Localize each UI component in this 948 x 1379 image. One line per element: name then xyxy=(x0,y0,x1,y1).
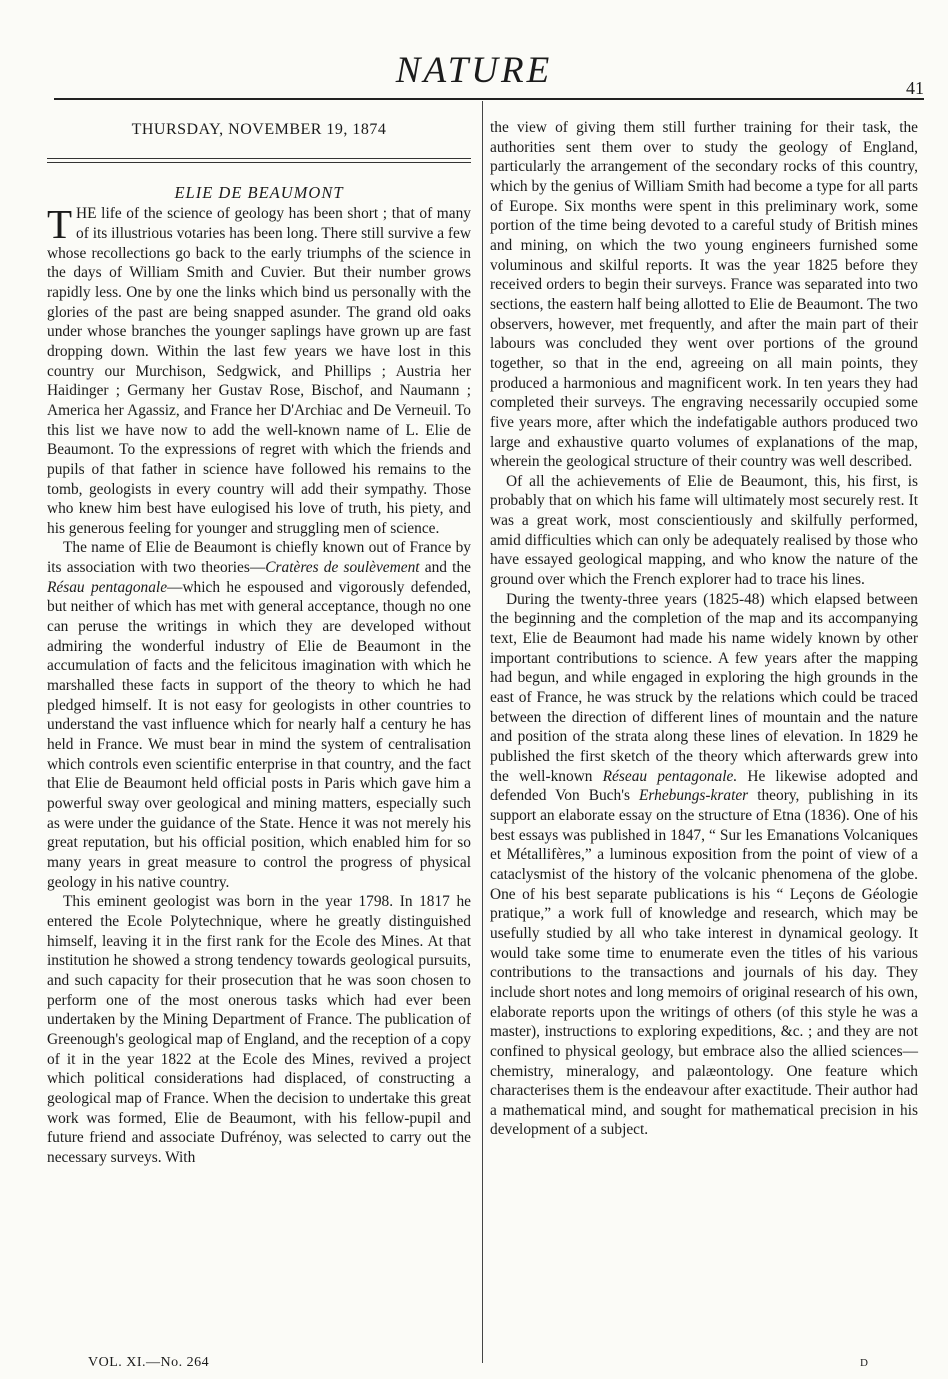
term-crateres: Cratères de soulèvement xyxy=(265,559,420,577)
paragraph-2-text-b: and the xyxy=(419,559,471,577)
left-column xyxy=(47,116,471,1167)
paragraph-2 xyxy=(47,538,471,892)
term-resau: Résau pentagonale xyxy=(47,578,168,596)
right-column xyxy=(490,118,918,1140)
issue-date: THURSDAY, NOVEMBER 19, 1874 xyxy=(131,121,387,138)
paragraph-2-text-a: The name of Elie de Beaumont is chiefly known out of France by its association with two theories— xyxy=(47,539,471,577)
paragraph-2-text-c: —which he espoused and vigorously defended, but neither of which has met with general acceptance, though no one can peruse the writings in which they are developed without admiring the wonderful industry of Elie de Beaumont in the accumulation of facts and the felicitous imagination with which he marshalled these facts in support of the theory to which he had pledged himself. It is not easy for geologists in other countries to understand the vast influence which for nearly half a century he has held in France. We must bear in mind the system of centralisation which controls even scientific enterprise in that country, and the fact that Elie de Beaumont held official posts in Paris which gave him a powerful sway over geological and mining matters, especially such as were under the guidance of the State. Hence it was not merely his great reputation, but his official position, which enabled him for so many years in great measure to control the progress of physical geology in his native country. xyxy=(47,578,472,891)
paragraph-1 xyxy=(47,201,471,538)
paragraph-6-text-c: theory, publishing in its support an elaborate essay on the structure of Etna (1836). One of his best essays was published in 1847, “ Sur les Emanations Volcaniques et Métallifères,” a luminous exposition from the point of view of a cataclysmist of the history of the volcanic phenomena of the globe. One of his best separate publications is his “ Leçons de Géologie pratique,” a work full of knowledge and research, which may be usefully studied by all who take interest in dynamical geology. It would take some time to enumerate even the titles of his various contributions to the transactions and journals of his day. They include short notes and long memoirs of original research of his own, elaborate reports upon the writings of others (of this style he was a master), instructions to exploring expeditions, &c. ; and they are not confined to physical geology, but embrace also the allied sciences—chemistry, mineralogy, and palæontology. One feature which characterises them is the endeavour after exactitude. Their author had a mathematical mind, and sought for mathematical precision in his development of a subject. xyxy=(490,787,918,1139)
volume-line: VOL. XI.—No. 264 xyxy=(88,1355,210,1370)
journal-title: NATURE xyxy=(395,50,553,91)
page-number: 41 xyxy=(906,78,924,98)
term-reseau: Réseau pentagonale. xyxy=(602,767,738,785)
paragraph-6 xyxy=(490,590,918,1140)
paragraph-4: the view of giving them still further training for their task, the authorities sent them over to study the geology of England, particularly the arrangement of the secondary rocks of this country, which by the genius of William Smith had become a type for all parts of Europe. Six months were spent in this preliminary work, some portion of the time being devoted to a careful study of British mines and mining, on which the two young engineers furnished some voluminous and skilful reports. It was the year 1825 before they received orders to begin their surveys. France was separated into two sections, the eastern half being allotted to Elie de Beaumont. The two observers, however, met frequently, and after the main part of their labours was concluded they went over portions of the ground together, so that in the end, agreeing on all main points, they produced a harmonious and magnificent work. In ten years they had completed their surveys. The engraving necessarily occupied some five years more, after which the indefatigable authors produced two large and exhaustive quarto volumes of explanations of the map, wherein the geological structure of their country was well described. xyxy=(490,119,918,471)
paragraph-6-text-a: During the twenty-three years (1825-48) which elapsed between the beginning and the completion of the map and its accompanying text, Elie de Beaumont had made his name widely known by other important contributions to science. A few years after the mapping had begun, and while engaged in exploring the high grounds in the east of France, he was struck by the relations which could be traced between the direction of different lines of mountain and the nature and position of the strata along these lines of elevation. In 1829 he published the first sketch of the theory which afterwards grew into the well-known xyxy=(490,590,918,785)
signature-mark: D xyxy=(860,1357,868,1369)
column-divider xyxy=(482,101,483,1363)
header-rule xyxy=(54,98,924,100)
date-double-rule xyxy=(47,158,471,163)
paragraph-1-text: HE life of the science of geology has been short ; that of many of its illustrious votaries has been long. There still survive a few whose recollections go back to the early triumphs of the science in the days of William Smith and Cuvier. But their number grows rapidly less. One by one the links which bind us personally with the glories of the past are being snapped asunder. The grand old oaks under whose branches the younger saplings have grown up are fast dropping down. Within the last few years we have lost in this country our Murchison, Sedgwick, and Phillips ; Austria her Haidinger ; Germany her Gustav Rose, Bischof, and Naumann ; America her Agassiz, and France her D'Archiac and De Verneuil. To this list we have now to add the well-known name of L. Elie de Beaumont. To the expressions of regret with which the friends and pupils of that father in science have followed his remains to the tomb, geologists in every country will add their sympathy. Those who knew him best have eulogised his love of truth, his piety, and his generous feeling for younger and struggling men of science. xyxy=(47,205,471,537)
article-title: ELIE DE BEAUMONT xyxy=(174,182,344,202)
drop-cap: T xyxy=(47,201,73,248)
paragraph-5: Of all the achievements of Elie de Beaumont, this, his first, is probably that on which his fame will ultimately most securely rest. It was a great work, most conscientiously and skilfully performed, amid difficulties which can only be adequately realised by those who have essayed geological mapping, and who know the nature of the ground over which the French explorer had to trace his lines. xyxy=(490,472,918,589)
paragraph-6-text-b: He likewise adopted and defended Von Buch's xyxy=(490,767,918,805)
term-erhebungs: Erhebungs-krater xyxy=(639,787,749,805)
paragraph-3: This eminent geologist was born in the year 1798. In 1817 he entered the Ecole Polytechnique, where he greatly distinguished himself, leaving it in the first rank for the Ecole des Mines. At that institution he showed a strong tendency towards geological pursuits, and such capacity for their prosecution that he was soon chosen to perform one of the most onerous tasks which had ever been undertaken by the Mining Department of France. The publication of Greenough's geological map of England, and the reception of a copy of it in the year 1822 at the Ecole des Mines, revived a project which political considerations had displaced, of constructing a geological map of France. When the decision to undertake this great work was formed, Elie de Beaumont, with his fellow-pupil and future friend and associate Dufrénoy, was selected to carry out the necessary surveys. With xyxy=(47,893,471,1166)
